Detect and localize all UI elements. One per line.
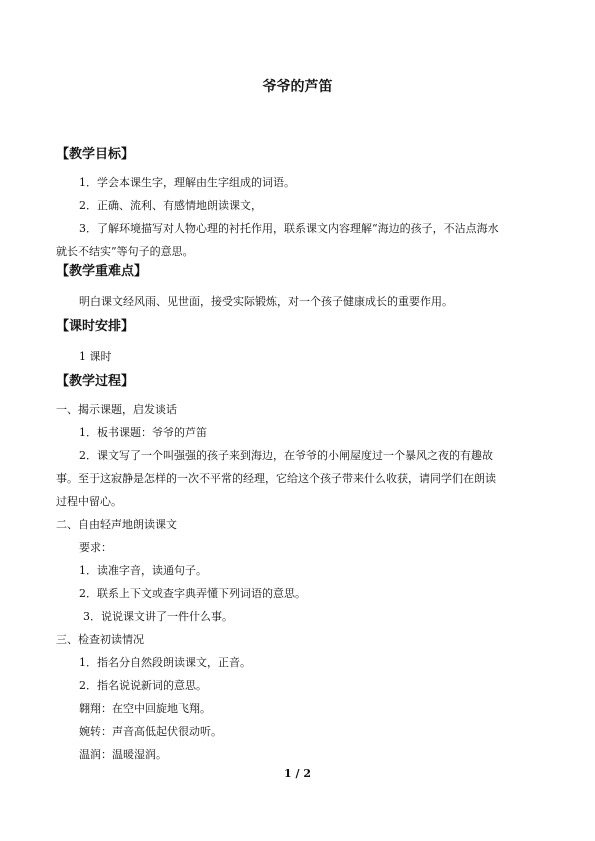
section-heading-difficulties: 【教学重难点】 [56, 264, 148, 279]
process-line: 2．联系上下文或查字典弄懂下列词语的意思。 [79, 587, 306, 600]
goal-item: 3．了解环境描写对人物心理的衬托作用，联系课文内容理解“海边的孩子，不沾点海水 [79, 222, 499, 235]
goal-item-continuation: 就长不结实”等句子的意思。 [56, 245, 194, 258]
goal-item: 2．正确、流利、有感情地朗读课文， [79, 199, 262, 212]
process-line: 要求： [79, 541, 112, 554]
vocabulary-item: 温润：温暖湿润。 [79, 748, 167, 761]
process-line: 1．读准字音，读通句子。 [79, 564, 207, 577]
process-step-heading: 一、揭示课题，启发谈话 [56, 403, 177, 416]
process-step-heading: 二、自由轻声地朗读课文 [56, 518, 177, 531]
process-line: 1．指名分自然段朗读课文，正音。 [79, 656, 251, 669]
process-line: 1．板书课题：爷爷的芦笛 [79, 426, 207, 439]
process-line: 3．说说课文讲了一件什么事。 [83, 610, 233, 623]
page-number: 1 / 2 [284, 767, 311, 780]
schedule-text: 1 课时 [79, 350, 112, 363]
vocabulary-item: 翱翔：在空中回旋地飞翔。 [79, 702, 211, 715]
section-heading-schedule: 【课时安排】 [56, 319, 135, 334]
process-line: 事。至于这寂静是怎样的一次不平常的经理，它给这个孩子带来什么收获，请同学们在朗读 [56, 472, 496, 485]
section-heading-goals: 【教学目标】 [56, 147, 135, 162]
process-line: 2．指名说说新词的意思。 [79, 679, 207, 692]
vocabulary-item: 婉转：声音高低起伏很动听。 [79, 725, 222, 738]
process-step-heading: 三、检查初读情况 [56, 633, 144, 646]
process-line: 过程中留心。 [56, 495, 122, 508]
process-line: 2．课文写了一个叫强强的孩子来到海边，在爷爷的小闸屋度过一个暴风之夜的有趣故 [79, 449, 493, 462]
document-title: 爷爷的芦笛 [262, 79, 333, 95]
section-heading-process: 【教学过程】 [56, 374, 135, 389]
goal-item: 1．学会本课生字，理解由生字组成的词语。 [79, 176, 295, 189]
difficulties-text: 明白课文经风雨、见世面，接受实际锻炼，对一个孩子健康成长的重要作用。 [79, 295, 453, 308]
